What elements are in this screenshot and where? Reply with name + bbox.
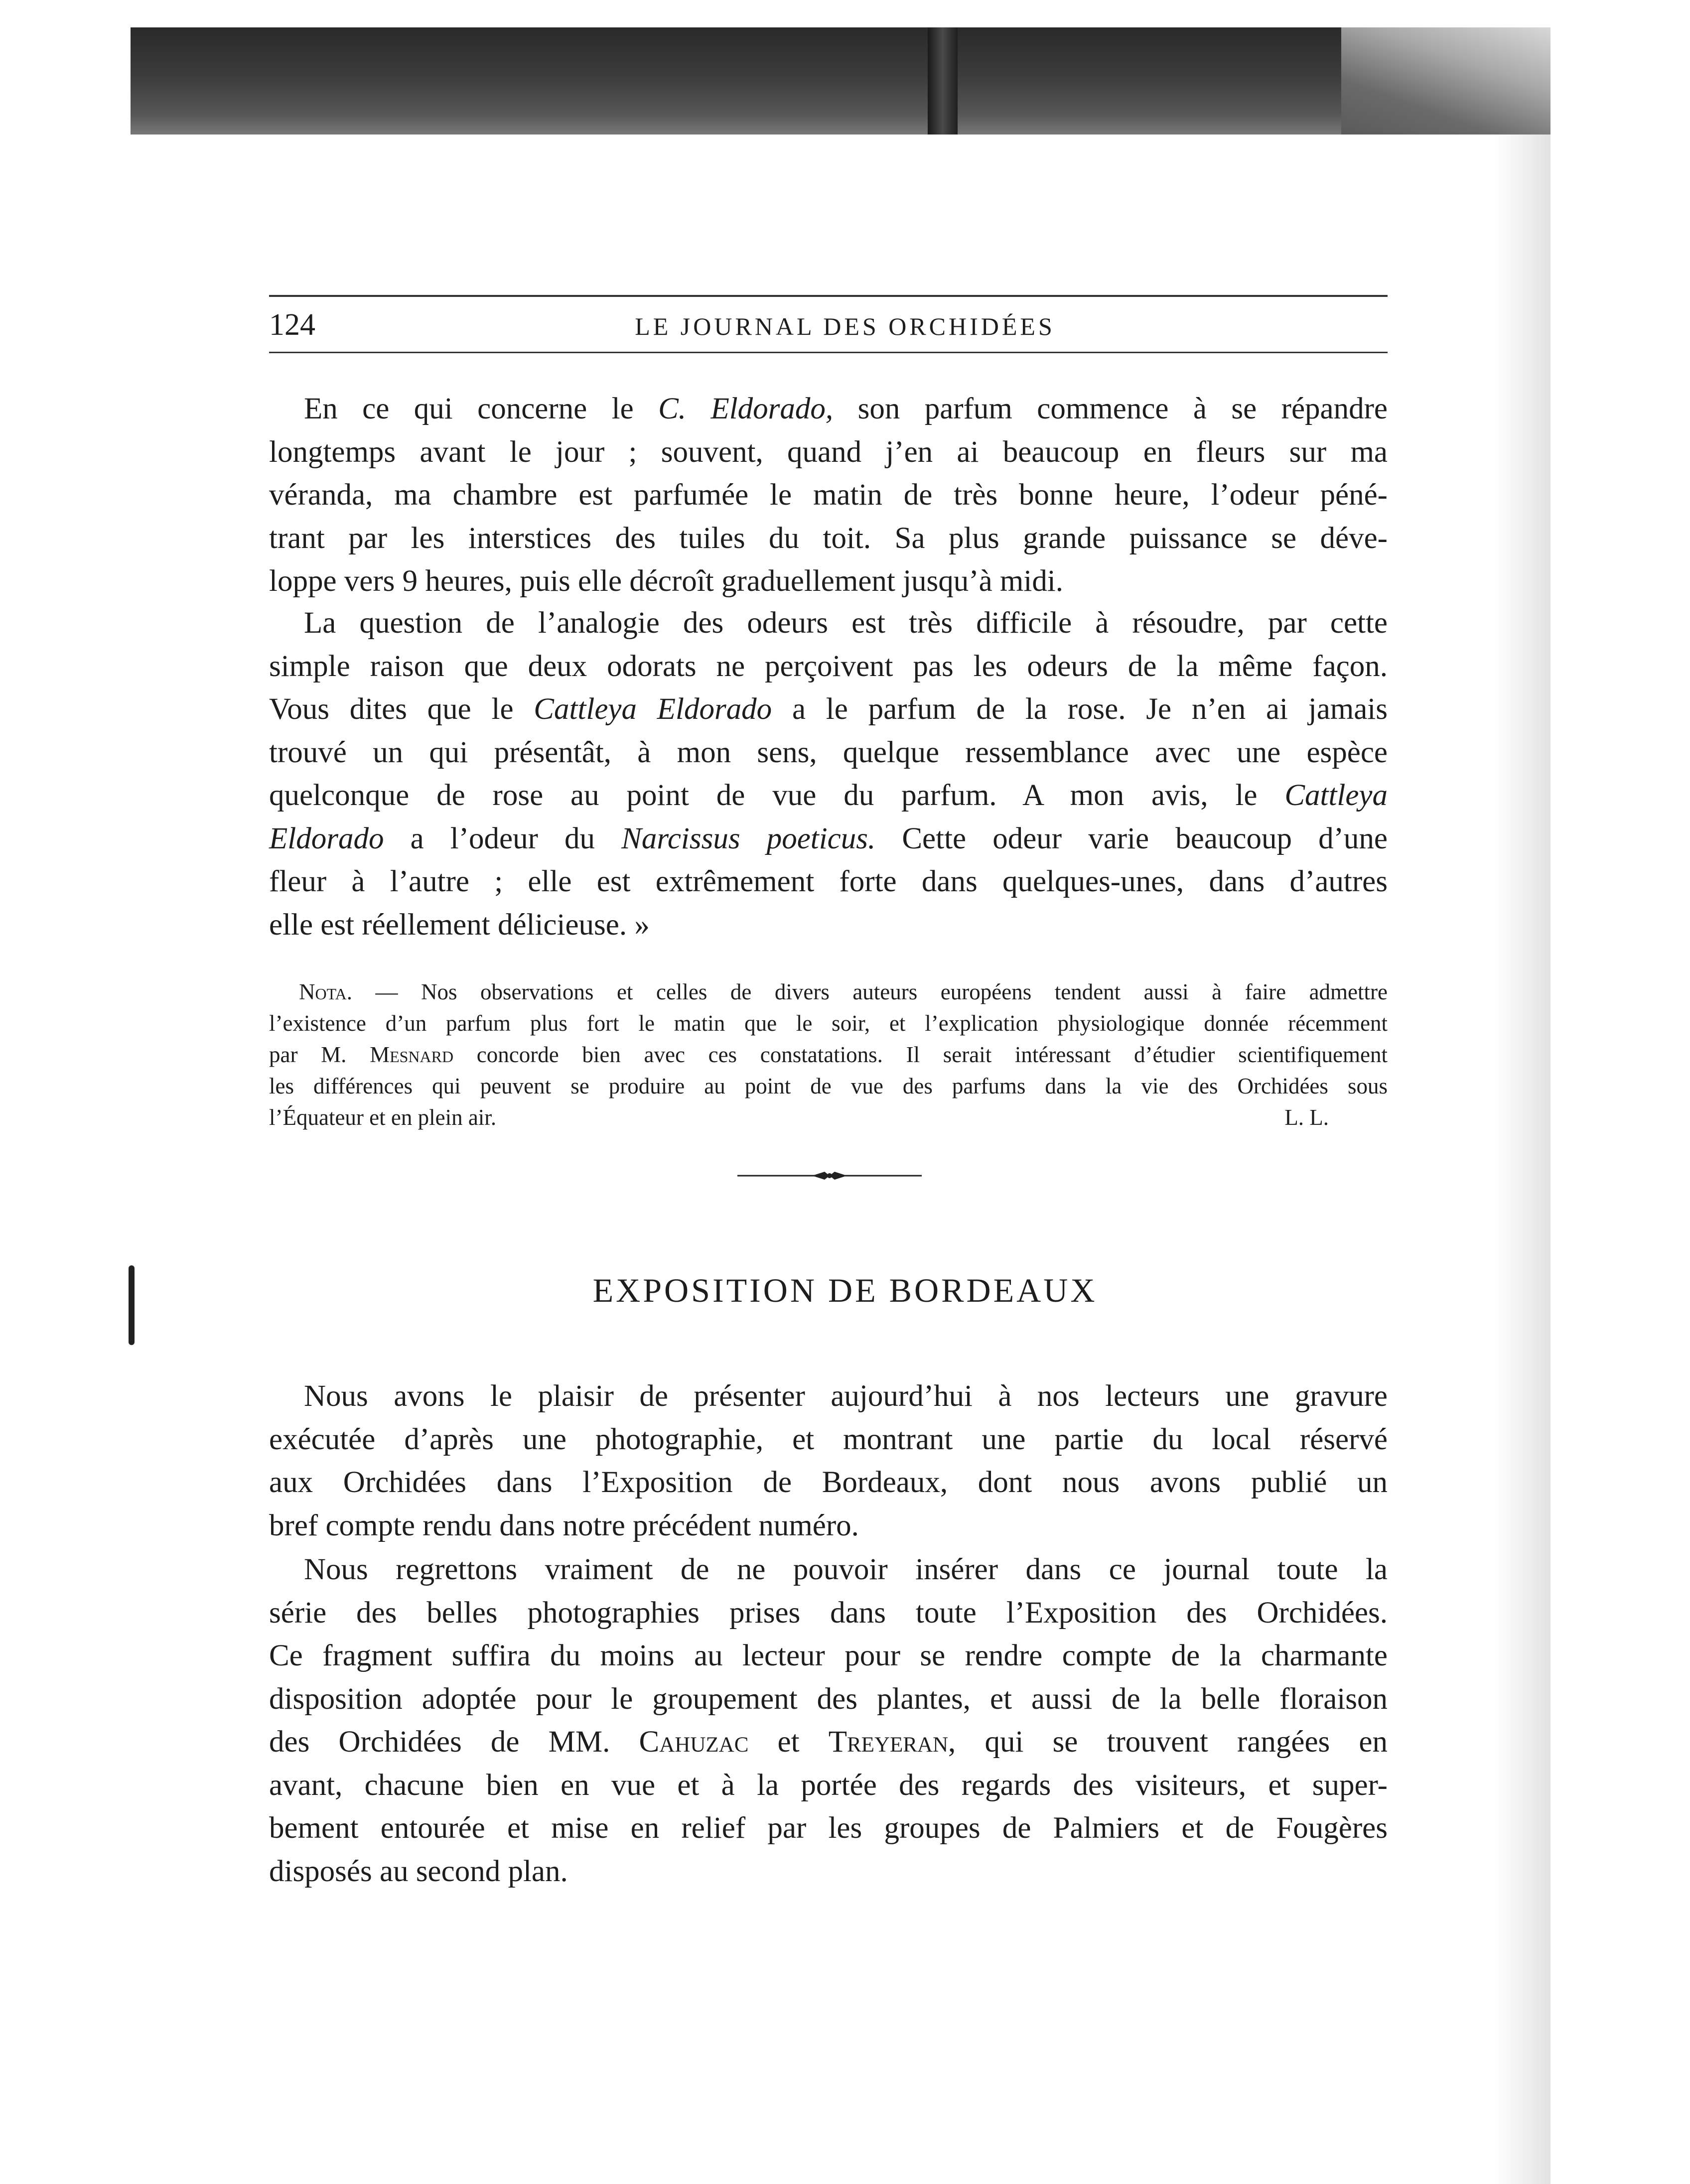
text-line: Nota. — Nos observations et celles de divers auteurs européens tendent aussi à faire admettre bbox=[299, 979, 1388, 1004]
text-line: exécutée d’après une photographie, et montrant une partie du local réservé bbox=[269, 1422, 1388, 1456]
text-line: avant, chacune bien en vue et à la portée des regards des visiteurs, et super- bbox=[269, 1768, 1388, 1802]
section-title: EXPOSITION DE BORDEAUX bbox=[592, 1271, 1098, 1309]
text-line: longtemps avant le jour ; souvent, quand j’en ai beaucoup en fleurs sur ma bbox=[269, 435, 1388, 469]
text-line: loppe vers 9 heures, puis elle décroît graduellement jusqu’à midi. bbox=[269, 564, 1064, 598]
text-line: les différences qui peuvent se produire au point de vue des parfums dans la vie des Orchidées sous bbox=[269, 1074, 1388, 1098]
text-line: bref compte rendu dans notre précédent numéro. bbox=[269, 1508, 859, 1542]
ornament-divider bbox=[737, 1166, 922, 1186]
text-line: aux Orchidées dans l’Exposition de Bordeaux, dont nous avons publié un bbox=[269, 1466, 1388, 1499]
text-line: trouvé un qui présentât, à mon sens, quelque ressemblance avec une espèce bbox=[269, 735, 1388, 769]
text-line: Ce fragment suffira du moins au lecteur pour se rendre compte de la charmante bbox=[269, 1639, 1388, 1672]
running-title: LE JOURNAL DES ORCHIDÉES bbox=[635, 312, 1055, 340]
text-line: fleur à l’autre ; elle est extrêmement forte dans quelques-unes, dans d’autres bbox=[269, 865, 1388, 898]
text-line: par M. Mesnard concorde bien avec ces constatations. Il serait intéressant d’étudier scientifiquement bbox=[269, 1042, 1388, 1067]
text-line: La question de l’analogie des odeurs est très difficile à résoudre, par cette bbox=[304, 606, 1388, 640]
text-line: des Orchidées de MM. Cahuzac et Treyeran, qui se trouvent rangées en bbox=[269, 1725, 1388, 1759]
text-line: disposés au second plan. bbox=[269, 1854, 568, 1888]
text-line: Eldorado a l’odeur du Narcissus poeticus. Cette odeur varie beaucoup d’une bbox=[269, 821, 1388, 855]
paragraph-photographs bbox=[269, 1548, 1388, 1893]
text-line: série des belles photographies prises dans toute l’Exposition des Orchidées. bbox=[269, 1596, 1388, 1630]
page-number: 124 bbox=[269, 308, 315, 342]
text-line: Nous regrettons vraiment de ne pouvoir insérer dans ce journal toute la bbox=[304, 1553, 1388, 1586]
text-line: trant par les interstices des tuiles du toit. Sa plus grande puissance se déve- bbox=[269, 521, 1388, 555]
text-line: disposition adoptée pour le groupement des plantes, et aussi de la belle floraison bbox=[269, 1682, 1388, 1716]
text-line: simple raison que deux odorats ne perçoivent pas les odeurs de la même façon. bbox=[269, 649, 1388, 683]
signature: L. L. bbox=[1284, 1105, 1329, 1130]
text-line: Nous avons le plaisir de présenter aujourd’hui à nos lecteurs une gravure bbox=[304, 1379, 1388, 1413]
paragraph-eldorado-scent bbox=[269, 388, 1388, 603]
header-rule-bottom bbox=[269, 352, 1388, 353]
paragraph-exposition-intro bbox=[269, 1375, 1388, 1547]
paragraph-odor-analogy bbox=[269, 602, 1388, 947]
text-line: elle est réellement délicieuse. » bbox=[269, 908, 650, 942]
text-line: quelconque de rose au point de vue du parfum. A mon avis, le Cattleya bbox=[269, 779, 1388, 812]
header-rule-top bbox=[269, 295, 1388, 297]
text-line: véranda, ma chambre est parfumée le matin de très bonne heure, l’odeur péné- bbox=[269, 478, 1388, 512]
text-line: l’existence d’un parfum plus fort le matin que le soir, et l’explication physiologique donnée récemment bbox=[269, 1011, 1388, 1036]
nota-label: Nota. bbox=[299, 979, 352, 1004]
text-line: Vous dites que le Cattleya Eldorado a le parfum de la rose. Je n’en ai jamais bbox=[269, 692, 1388, 726]
text-line: bement entourée et mise en relief par les groupes de Palmiers et de Fougères bbox=[269, 1811, 1388, 1845]
nota-footnote bbox=[269, 976, 1388, 1133]
text-line: l’Équateur et en plein air. bbox=[269, 1105, 497, 1130]
text-line: En ce qui concerne le C. Eldorado, son parfum commence à se répandre bbox=[304, 392, 1388, 425]
